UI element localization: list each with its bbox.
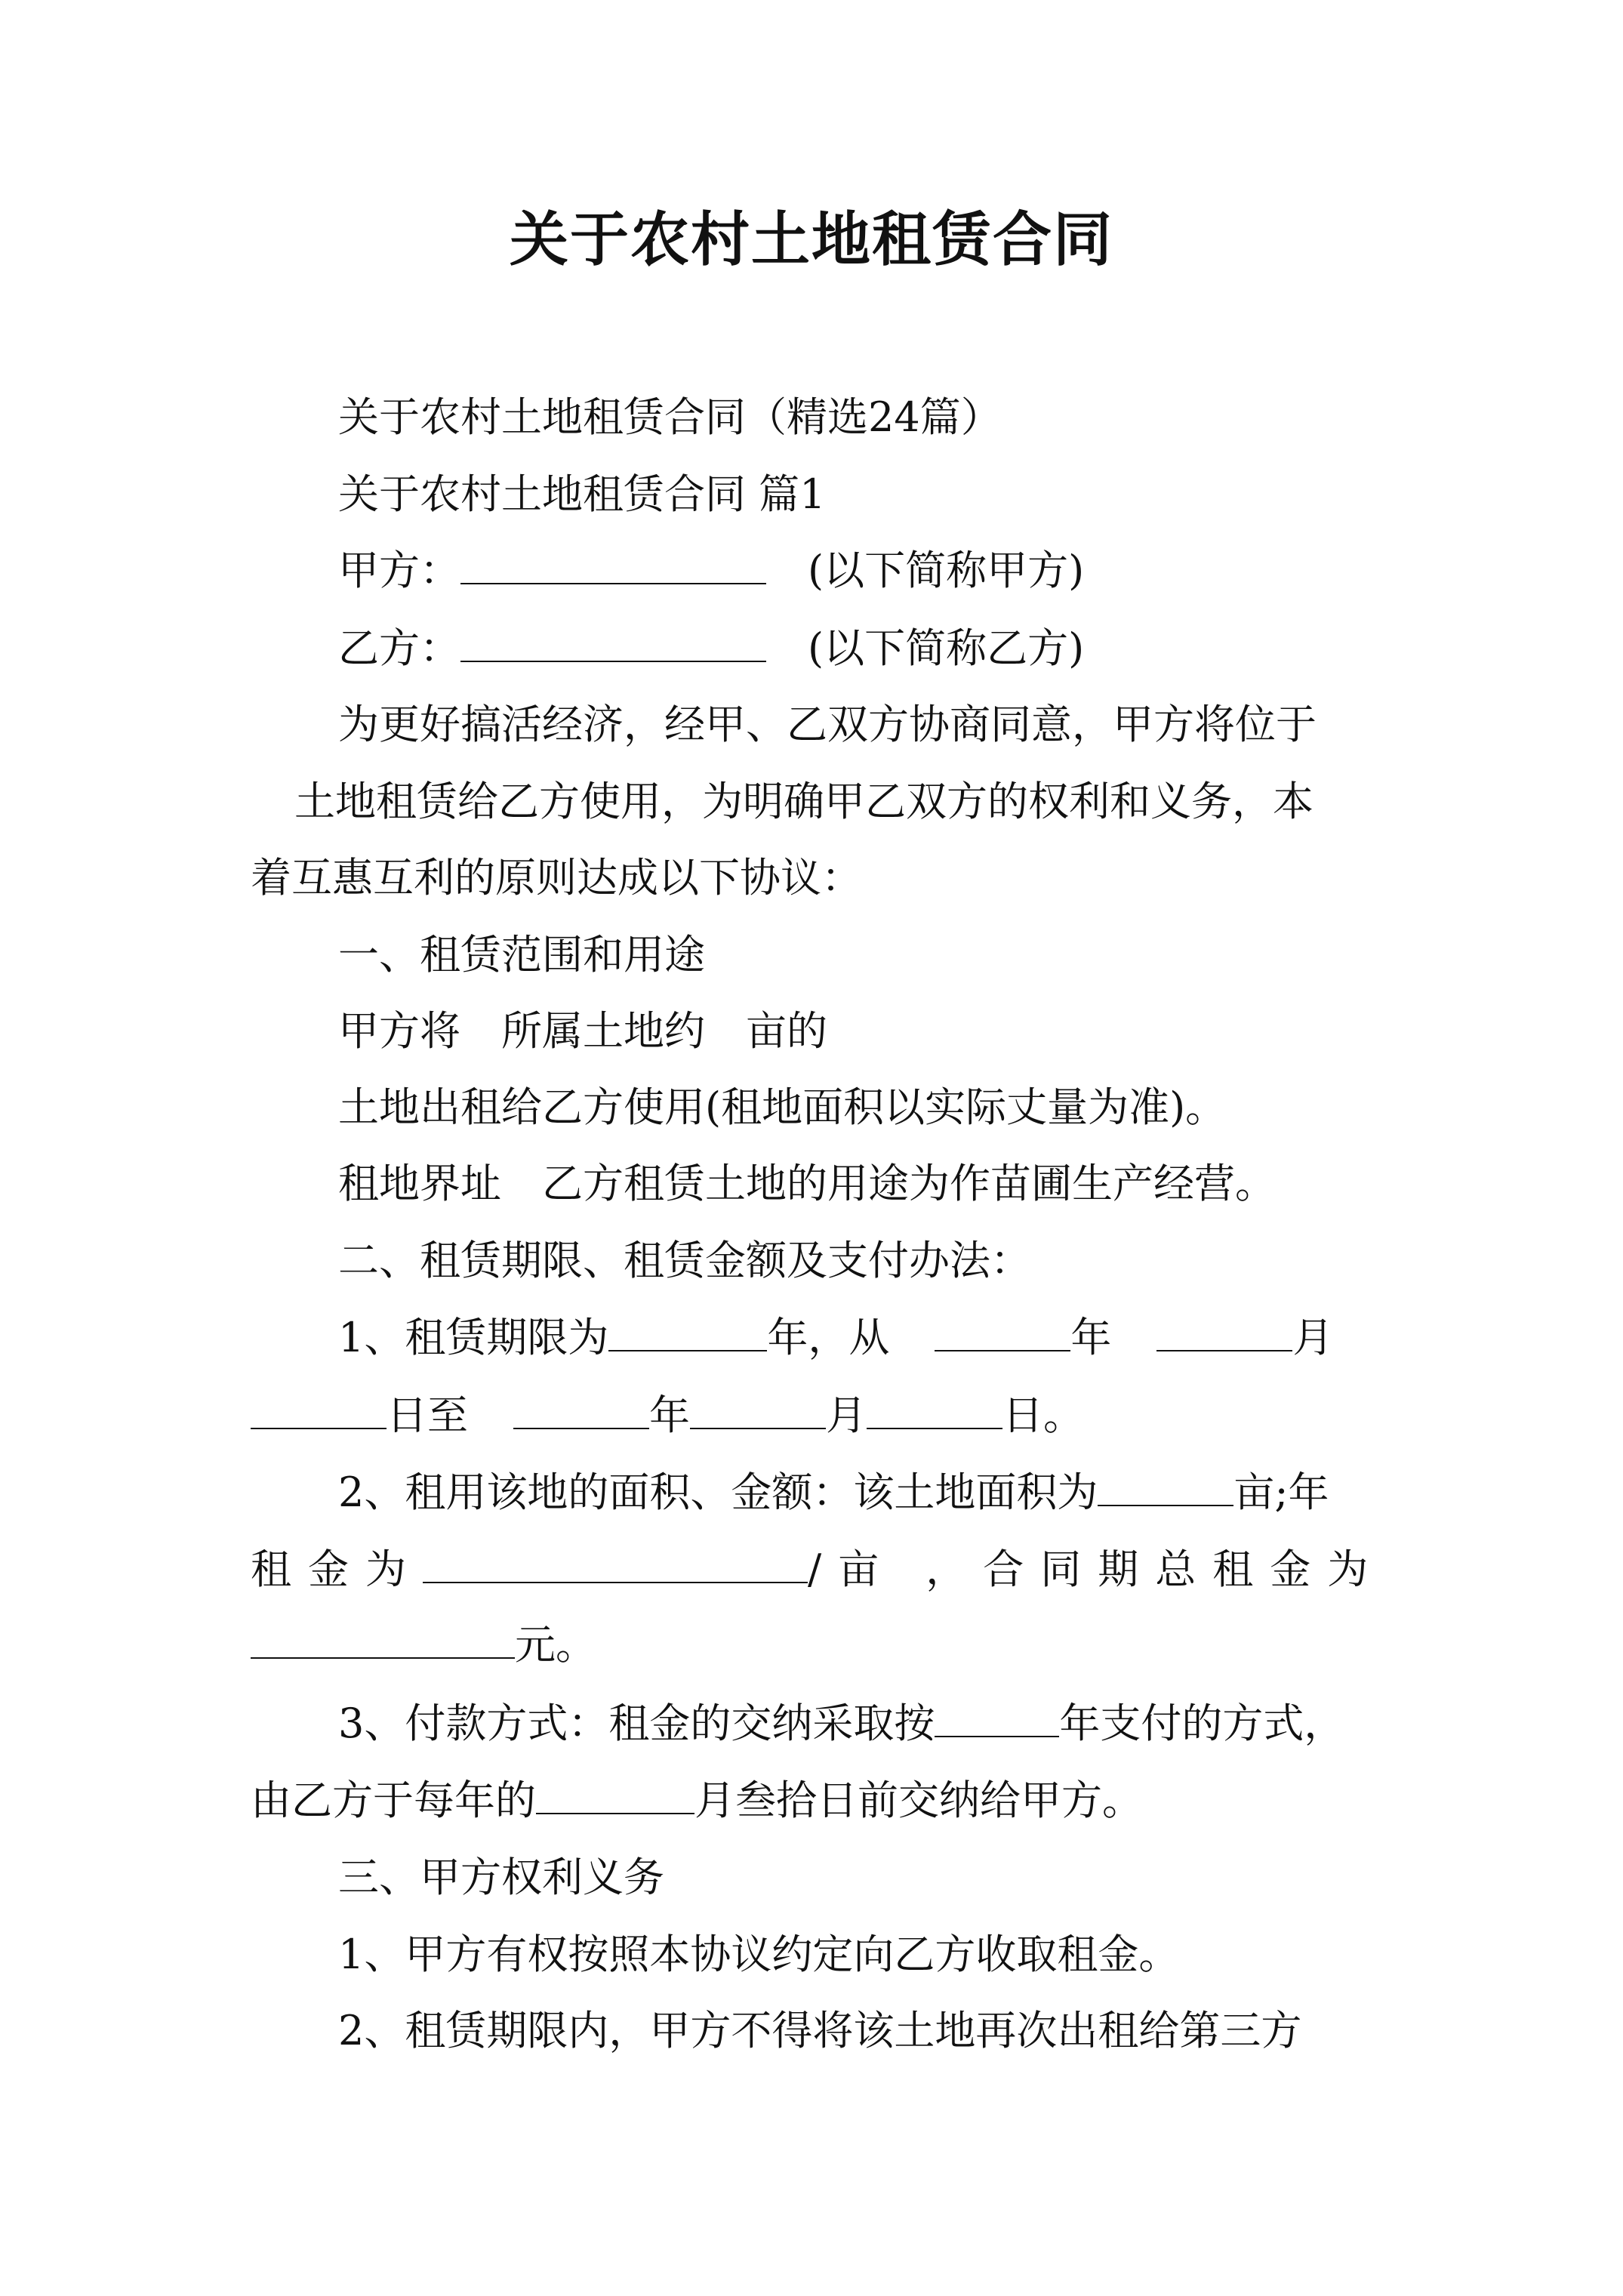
end-year-blank [513,1390,649,1429]
party-a-label: 甲方： [338,547,460,594]
term-from-text: 年，从 [767,1314,890,1361]
payment-due-label: 由乙方于每年的 [251,1777,536,1824]
paragraph-line: 1、甲方有权按照本协议约定向乙方收取租金。 [338,1931,1180,1978]
total-rent-label: ，合同期总租金为 [925,1546,1385,1593]
total-rent-blank [251,1620,515,1659]
area-unit: 亩;年 [1233,1469,1329,1516]
subtitle-line: 关于农村土地租赁合同（精选24篇） [338,393,1002,441]
end-month-blank [690,1390,826,1429]
paragraph-line: 着互惠互利的原则达成以下协议： [251,854,862,901]
area-line [338,1466,1329,1519]
rent-unit: /亩 [808,1546,896,1593]
party-b-blank [460,623,766,662]
start-year-blank [935,1312,1070,1351]
term-label: 1、租赁期限为 [338,1314,609,1361]
yuan-text: 元。 [515,1621,596,1669]
day-text: 日。 [1002,1391,1084,1439]
term-years-blank [608,1312,767,1351]
year-text: 年 [649,1391,690,1439]
rent-line [251,1543,1384,1596]
area-blank [1098,1467,1233,1506]
month-text: 月 [1292,1314,1334,1361]
clause-heading: 二、租赁期限、租赁金额及支付办法： [338,1237,1031,1284]
party-a-line [338,544,1084,597]
paragraph-line: 2、租赁期限内，甲方不得将该土地再次出租给第三方 [338,2007,1302,2054]
day-to-text: 日至 [387,1391,468,1439]
start-day-blank [251,1390,387,1429]
rent-per-mu-blank [423,1544,808,1583]
payment-label: 3、付款方式：租金的交纳采取按 [338,1700,935,1747]
payment-text: 年支付的方式， [1059,1700,1345,1747]
year-text: 年 [1070,1314,1112,1361]
paragraph-line: 土地租赁给乙方使用，为明确甲乙双方的权利和义务，本 [294,778,1313,825]
paragraph-line: 租地界址 乙方租赁土地的用途为作苗圃生产经营。 [338,1160,1276,1207]
paragraph-line: 甲方将 所属土地约 亩的 [338,1007,827,1055]
party-a-note: (以下简称甲方) [808,547,1085,594]
payment-interval-blank [935,1698,1059,1737]
payment-line [251,1774,1143,1827]
party-b-line [338,622,1084,675]
clause-heading: 一、租赁范围和用途 [338,931,705,978]
party-b-note: (以下简称乙方) [808,624,1085,672]
area-label: 2、租用该地的面积、金额：该土地面积为 [338,1469,1098,1516]
start-month-blank [1156,1312,1292,1351]
party-b-label: 乙方： [338,624,460,672]
rent-label: 租金为 [251,1546,423,1593]
payment-line [338,1697,1344,1750]
payment-due-text: 月叁拾日前交纳给甲方。 [694,1777,1143,1824]
payment-month-blank [536,1775,694,1814]
end-day-blank [867,1390,1002,1429]
term-line [338,1311,1333,1364]
month-text: 月 [826,1391,867,1439]
section-heading: 关于农村土地租赁合同 篇1 [338,470,826,518]
party-a-blank [460,545,766,584]
term-line [251,1389,1084,1442]
total-line [251,1619,596,1672]
document-title: 关于农村土地租赁合同 [509,205,1113,274]
paragraph-line: 土地出租给乙方使用(租地面积以实际丈量为准)。 [338,1083,1227,1131]
paragraph-line: 为更好搞活经济，经甲、乙双方协商同意，甲方将位于 [338,701,1317,748]
clause-heading: 三、甲方权利义务 [338,1854,664,1901]
